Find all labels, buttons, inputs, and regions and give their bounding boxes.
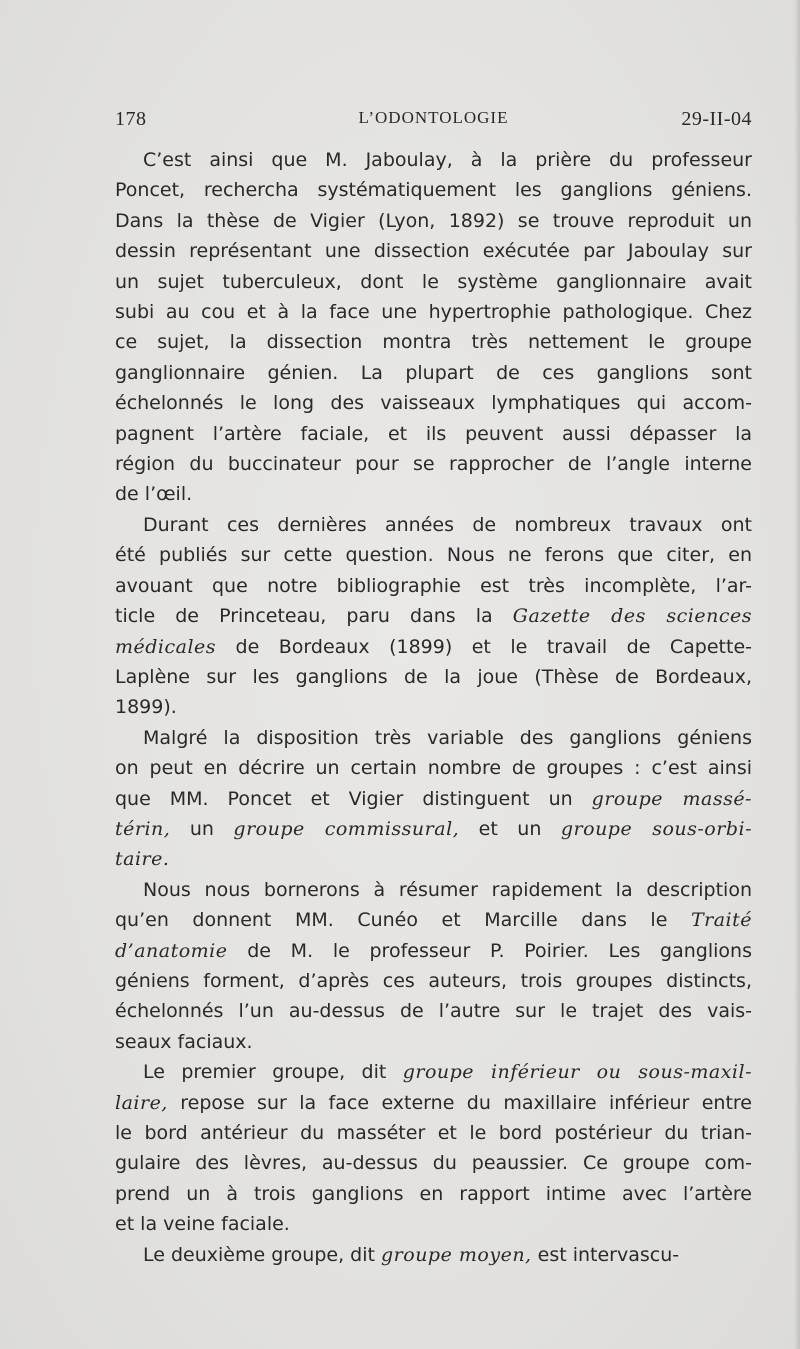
italic-segment: groupe moyen, xyxy=(381,1243,532,1266)
text-segment: Nous nous bornerons à résumer rapidement la description xyxy=(143,878,752,901)
text-segment: gulaire des lèvres, au-dessus du peaussier. Ce groupe com- xyxy=(115,1152,752,1175)
paragraph xyxy=(115,510,752,723)
text-segment: de M. le professeur P. Poirier. Les ganglions xyxy=(227,939,752,962)
text-line xyxy=(115,510,752,540)
italic-segment: groupe massé- xyxy=(591,787,752,810)
text-line xyxy=(115,632,752,662)
italic-segment: térin, xyxy=(115,817,171,840)
text-segment: pagnent l’artère faciale, et ils peuvent aussi dépasser la xyxy=(115,422,752,445)
page-edge-shadow xyxy=(794,0,800,1349)
text-segment: prend un à trois ganglions en rapport intime avec l’artère xyxy=(115,1182,752,1205)
text-line xyxy=(115,1027,752,1057)
italic-segment: laire, xyxy=(115,1091,168,1114)
text-segment: C’est ainsi que M. Jaboulay, à la prière du professeur xyxy=(143,149,752,171)
text-line xyxy=(115,206,752,236)
text-line xyxy=(115,996,752,1026)
text-segment: Dans la thèse de Vigier (Lyon, 1892) se trouve reproduit un xyxy=(115,209,752,232)
text-line xyxy=(115,479,752,509)
text-segment: et la veine faciale. xyxy=(115,1213,290,1236)
italic-segment: groupe inférieur ou sous-maxil- xyxy=(402,1061,752,1084)
text-line xyxy=(115,1209,752,1239)
text-segment: Le deuxième groupe, dit xyxy=(143,1243,382,1266)
text-line xyxy=(115,1240,752,1270)
italic-segment: groupe commissural, xyxy=(233,817,460,840)
paragraph xyxy=(115,145,752,510)
text-line xyxy=(115,936,752,966)
paragraph xyxy=(115,723,752,875)
text-line xyxy=(115,236,752,266)
text-segment: est intervascu- xyxy=(531,1243,680,1266)
text-line xyxy=(115,175,752,205)
text-line xyxy=(115,692,752,722)
text-line xyxy=(115,1088,752,1118)
text-line xyxy=(115,388,752,418)
running-header xyxy=(115,108,752,138)
text-segment: de l’œil. xyxy=(115,483,193,506)
text-line xyxy=(115,540,752,570)
text-line xyxy=(115,905,752,935)
article-body xyxy=(115,145,752,1270)
text-line xyxy=(115,601,752,631)
page-number: 178 xyxy=(115,108,147,130)
paragraph xyxy=(115,875,752,1057)
italic-segment: groupe sous-orbi- xyxy=(560,817,752,840)
text-segment: avouant que notre bibliographie est très incomplète, l’ar- xyxy=(115,574,752,597)
text-segment: un xyxy=(170,817,234,840)
text-line xyxy=(115,1148,752,1178)
text-segment: que MM. Poncet et Vigier distinguent un xyxy=(115,787,592,810)
text-line xyxy=(115,297,752,327)
text-line xyxy=(115,966,752,996)
text-line xyxy=(115,1057,752,1087)
text-segment: repose sur la face externe du maxillaire inférieur entre xyxy=(167,1091,752,1114)
text-line xyxy=(115,662,752,692)
text-segment: seaux faciaux. xyxy=(115,1030,253,1053)
text-segment: ganglionnaire génien. La plupart de ces ganglions sont xyxy=(115,361,752,384)
text-line xyxy=(115,784,752,814)
text-line xyxy=(115,1118,752,1148)
text-segment: Le premier groupe, dit xyxy=(143,1061,403,1084)
text-segment: et un xyxy=(459,817,561,840)
text-line xyxy=(115,145,752,175)
text-segment: géniens forment, d’après ces auteurs, trois groupes distincts, xyxy=(115,969,752,992)
text-line xyxy=(115,449,752,479)
text-segment: ce sujet, la dissection montra très nettement le groupe xyxy=(115,331,752,354)
text-segment: échelonnés le long des vaisseaux lymphatiques qui accom- xyxy=(115,392,752,415)
text-segment: Malgré la disposition très variable des ganglions géniens xyxy=(143,726,752,749)
text-segment: on peut en décrire un certain nombre de groupes : c’est ainsi xyxy=(115,757,752,780)
text-line xyxy=(115,814,752,844)
text-segment: région du buccinateur pour se rapprocher de l’angle interne xyxy=(115,453,752,476)
text-line xyxy=(115,571,752,601)
text-line xyxy=(115,1179,752,1209)
paragraph xyxy=(115,1240,752,1270)
text-segment: dessin représentant une dissection exécutée par Jaboulay sur xyxy=(115,240,752,263)
text-segment: été publiés sur cette question. Nous ne ferons que citer, en xyxy=(115,544,752,567)
text-line xyxy=(115,875,752,905)
text-line xyxy=(115,753,752,783)
italic-segment: Traité xyxy=(690,909,752,932)
journal-title: L’ODONTOLOGIE xyxy=(358,108,509,127)
text-segment: le bord antérieur du masséter et le bord postérieur du trian- xyxy=(115,1122,752,1144)
text-segment: Durant ces dernières années de nombreux travaux ont xyxy=(143,513,752,536)
issue-date: 29-II-04 xyxy=(681,108,752,130)
text-segment: 1899). xyxy=(115,696,177,719)
paragraph xyxy=(115,1057,752,1239)
text-segment: échelonnés l’un au-dessus de l’autre sur le trajet des vais- xyxy=(115,1000,752,1023)
text-segment: Poncet, rechercha systématiquement les ganglions géniens. xyxy=(115,179,752,202)
text-segment: subi au cou et à la face une hypertrophie pathologique. Chez xyxy=(115,301,752,324)
italic-segment: médicales xyxy=(115,635,217,658)
text-line xyxy=(115,327,752,357)
italic-segment: Gazette des sciences xyxy=(512,605,752,628)
text-line xyxy=(115,844,752,874)
italic-segment: taire. xyxy=(115,848,170,871)
italic-segment: d’anatomie xyxy=(115,939,228,962)
text-segment: un sujet tuberculeux, dont le système ganglionnaire avait xyxy=(115,270,752,293)
text-line xyxy=(115,419,752,449)
text-line xyxy=(115,723,752,753)
text-segment: qu’en donnent MM. Cunéo et Marcille dans le xyxy=(115,909,691,932)
text-segment: ticle de Princeteau, paru dans la xyxy=(115,605,513,628)
text-line xyxy=(115,358,752,388)
text-segment: Laplène sur les ganglions de la joue (Thèse de Bordeaux, xyxy=(115,665,752,688)
text-line xyxy=(115,267,752,297)
text-segment: de Bordeaux (1899) et le travail de Capette- xyxy=(216,635,752,658)
